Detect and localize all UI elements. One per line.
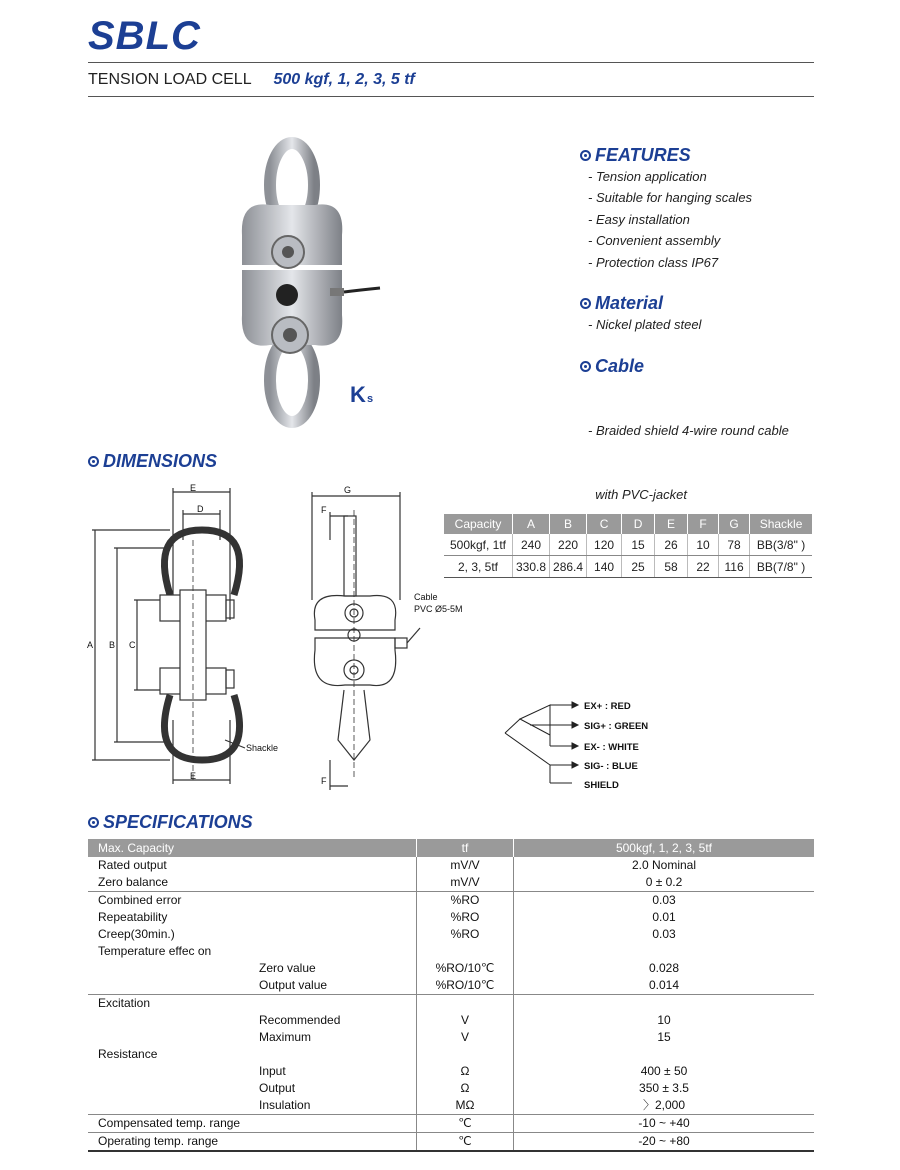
features-title: FEATURES xyxy=(595,145,691,165)
table-cell: 120 xyxy=(587,534,622,556)
dim-header: F xyxy=(688,514,719,534)
table-cell: 78 xyxy=(719,534,750,556)
spec-unit: %RO xyxy=(416,926,514,943)
table-cell: 116 xyxy=(719,556,750,578)
spec-unit: MΩ xyxy=(416,1097,514,1114)
dim-label-c: C xyxy=(129,640,136,650)
features-heading xyxy=(580,145,752,166)
spec-sublabel: Maximum xyxy=(259,1030,312,1044)
table-cell: 58 xyxy=(655,556,688,578)
material-heading xyxy=(580,293,701,314)
spec-unit: %RO/10℃ xyxy=(416,977,514,994)
dim-label-e: E xyxy=(190,771,197,781)
wire-label-ex-minus: EX- : WHITE xyxy=(584,742,639,753)
spec-unit xyxy=(416,1046,514,1063)
wire-label-sig-plus: SIG+ : GREEN xyxy=(584,721,649,732)
table-cell: 500kgf, 1tf xyxy=(444,534,513,556)
bullseye-icon xyxy=(88,456,99,467)
spec-value: 0.03 xyxy=(652,893,676,907)
spec-unit: V xyxy=(416,1012,514,1029)
spec-unit: Ω xyxy=(416,1080,514,1097)
dim-header: A xyxy=(513,514,550,534)
product-photo xyxy=(230,140,390,430)
spec-label: Creep(30min.) xyxy=(98,927,175,941)
specifications-title: SPECIFICATIONS xyxy=(103,812,253,832)
material-section xyxy=(580,293,701,335)
table-cell: 330.8 xyxy=(513,556,550,578)
table-cell: 286.4 xyxy=(550,556,587,578)
table-row xyxy=(88,995,814,1012)
wire-label-shield: SHIELD xyxy=(584,780,619,791)
spec-table-header xyxy=(88,839,814,857)
feature-item: - Tension application xyxy=(588,169,707,184)
spec-label: Temperature effec on xyxy=(98,944,212,958)
spec-value: 0.028 xyxy=(648,961,680,975)
table-cell: BB(7/8" ) xyxy=(750,556,813,578)
table-row xyxy=(88,1115,814,1133)
table-row xyxy=(88,1063,814,1080)
dim-label-cable-spec: PVC Ø5-5M xyxy=(414,604,463,614)
spec-sublabel: Output xyxy=(259,1081,296,1095)
spec-unit: V xyxy=(416,1029,514,1046)
spec-sublabel: Input xyxy=(259,1064,286,1078)
spec-value: -20 ~ +80 xyxy=(638,1134,690,1148)
table-cell: 22 xyxy=(688,556,719,578)
wiring-diagram xyxy=(500,695,670,795)
table-cell: 15 xyxy=(622,534,655,556)
spec-value: 〉2,000 xyxy=(642,1098,686,1112)
product-subtitle xyxy=(88,71,415,89)
capacity-range: 500 kgf, 1, 2, 3, 5 tf xyxy=(273,71,415,88)
dim-label-a: A xyxy=(87,640,94,650)
bullseye-icon xyxy=(88,817,99,828)
dimension-table xyxy=(444,514,812,578)
features-list xyxy=(588,166,752,273)
table-row xyxy=(88,874,814,892)
spec-unit: %RO xyxy=(416,892,514,909)
spec-label: Compensated temp. range xyxy=(98,1116,241,1130)
dim-label-f: F xyxy=(321,776,327,786)
table-row xyxy=(88,1080,814,1097)
feature-item: - Easy installation xyxy=(588,211,690,227)
dimensions-heading xyxy=(88,451,217,472)
divider xyxy=(88,96,814,97)
specifications-heading xyxy=(88,812,253,833)
table-row xyxy=(88,1012,814,1029)
table-row xyxy=(88,977,814,995)
table-row xyxy=(88,1046,814,1063)
cable-title: Cable xyxy=(595,356,645,376)
spec-value: 10 xyxy=(657,1013,671,1027)
spec-value: 0.014 xyxy=(648,978,680,992)
material-list xyxy=(588,314,701,335)
spec-value xyxy=(514,995,814,1012)
spec-label: Excitation xyxy=(98,996,151,1010)
front-view-drawing xyxy=(80,480,295,795)
spec-value: 0.01 xyxy=(652,910,676,924)
table-cell: 240 xyxy=(513,534,550,556)
spec-value: 2.0 Nominal xyxy=(631,858,697,872)
dim-label-g: G xyxy=(344,485,352,495)
wire-label-sig-minus: SIG- : BLUE xyxy=(584,761,638,772)
dimension-table-header xyxy=(444,514,812,534)
table-cell: BB(3/8" ) xyxy=(750,534,813,556)
table-row xyxy=(444,556,812,578)
divider xyxy=(88,62,814,63)
spec-value xyxy=(514,1046,814,1063)
wire-label-ex-plus: EX+ : RED xyxy=(584,701,631,712)
feature-item: - Suitable for hanging scales xyxy=(588,190,753,206)
table-row xyxy=(88,1029,814,1046)
spec-value: 15 xyxy=(657,1030,671,1044)
spec-value: 0.03 xyxy=(652,927,676,941)
dim-label-b: B xyxy=(109,640,116,650)
cable-heading xyxy=(580,356,789,377)
side-view-drawing xyxy=(290,480,463,795)
bullseye-icon xyxy=(580,150,591,161)
material-item: - Nickel plated steel xyxy=(588,317,702,332)
spec-label: Rated output xyxy=(98,858,167,872)
table-cell: 10 xyxy=(688,534,719,556)
spec-unit: mV/V xyxy=(416,874,514,891)
dim-label-f: F xyxy=(321,505,327,515)
spec-label: Resistance xyxy=(98,1047,158,1061)
spec-label: Combined error xyxy=(98,893,182,907)
spec-label: Operating temp. range xyxy=(98,1134,219,1148)
spec-header-unit: tf xyxy=(416,839,514,857)
spec-sublabel: Output value xyxy=(259,978,328,992)
svg-text:s: s xyxy=(367,393,374,405)
spec-unit xyxy=(416,943,514,960)
spec-unit: %RO xyxy=(416,909,514,926)
table-cell: 25 xyxy=(622,556,655,578)
dim-header: Shackle xyxy=(750,514,813,534)
table-row xyxy=(88,1097,814,1115)
product-name: TENSION LOAD CELL xyxy=(88,71,252,88)
spec-label: Repeatability xyxy=(98,910,168,924)
table-cell: 140 xyxy=(587,556,622,578)
kc-mark-icon: K xyxy=(350,382,366,407)
table-row xyxy=(88,892,814,909)
cable-item: - Braided shield 4-wire round cable xyxy=(588,422,789,438)
spec-unit: Ω xyxy=(416,1063,514,1080)
table-row xyxy=(88,926,814,943)
spec-unit: ℃ xyxy=(416,1133,514,1150)
dim-header: G xyxy=(719,514,750,534)
cable-item: with PVC-jacket xyxy=(588,487,687,503)
bullseye-icon xyxy=(580,298,591,309)
dim-header: B xyxy=(550,514,587,534)
spec-sublabel: Insulation xyxy=(259,1098,311,1112)
table-row xyxy=(88,909,814,926)
spec-unit: %RO/10℃ xyxy=(416,960,514,977)
spec-value: 400 ± 50 xyxy=(640,1064,688,1078)
spec-value xyxy=(514,943,814,960)
table-cell: 2, 3, 5tf xyxy=(444,556,513,578)
spec-header-value: 500kgf, 1, 2, 3, 5tf xyxy=(615,841,713,855)
features-section xyxy=(580,145,752,273)
dim-header: Capacity xyxy=(444,514,513,534)
dimensions-title: DIMENSIONS xyxy=(103,451,218,471)
material-title: Material xyxy=(595,293,664,313)
dim-header: E xyxy=(655,514,688,534)
spec-unit xyxy=(416,995,514,1012)
dim-header: D xyxy=(622,514,655,534)
spec-unit: ℃ xyxy=(416,1115,514,1132)
feature-item: - Protection class IP67 xyxy=(588,254,719,270)
dim-label-d: D xyxy=(197,504,204,514)
dim-header: C xyxy=(587,514,622,534)
spec-header-capacity: Max. Capacity xyxy=(98,841,175,855)
dim-label-cable: Cable xyxy=(414,592,438,602)
table-row xyxy=(88,857,814,874)
feature-item: - Convenient assembly xyxy=(588,233,721,249)
table-cell: 26 xyxy=(655,534,688,556)
table-row xyxy=(88,960,814,977)
spec-value: 0 ± 0.2 xyxy=(645,875,683,889)
spec-value: -10 ~ +40 xyxy=(638,1116,690,1130)
brand-title: SBLC xyxy=(88,14,201,58)
table-row xyxy=(88,1133,814,1152)
specifications-table xyxy=(88,839,814,1152)
table-row xyxy=(444,534,812,556)
table-row xyxy=(88,943,814,960)
dim-label-e: E xyxy=(190,483,197,493)
spec-sublabel: Recommended xyxy=(259,1013,341,1027)
dim-label-shackle: Shackle xyxy=(246,743,279,753)
spec-label: Zero balance xyxy=(98,875,169,889)
table-cell: 220 xyxy=(550,534,587,556)
spec-unit: mV/V xyxy=(416,857,514,874)
spec-value: 350 ± 3.5 xyxy=(639,1081,689,1095)
bullseye-icon xyxy=(580,361,591,372)
spec-sublabel: Zero value xyxy=(259,961,316,975)
